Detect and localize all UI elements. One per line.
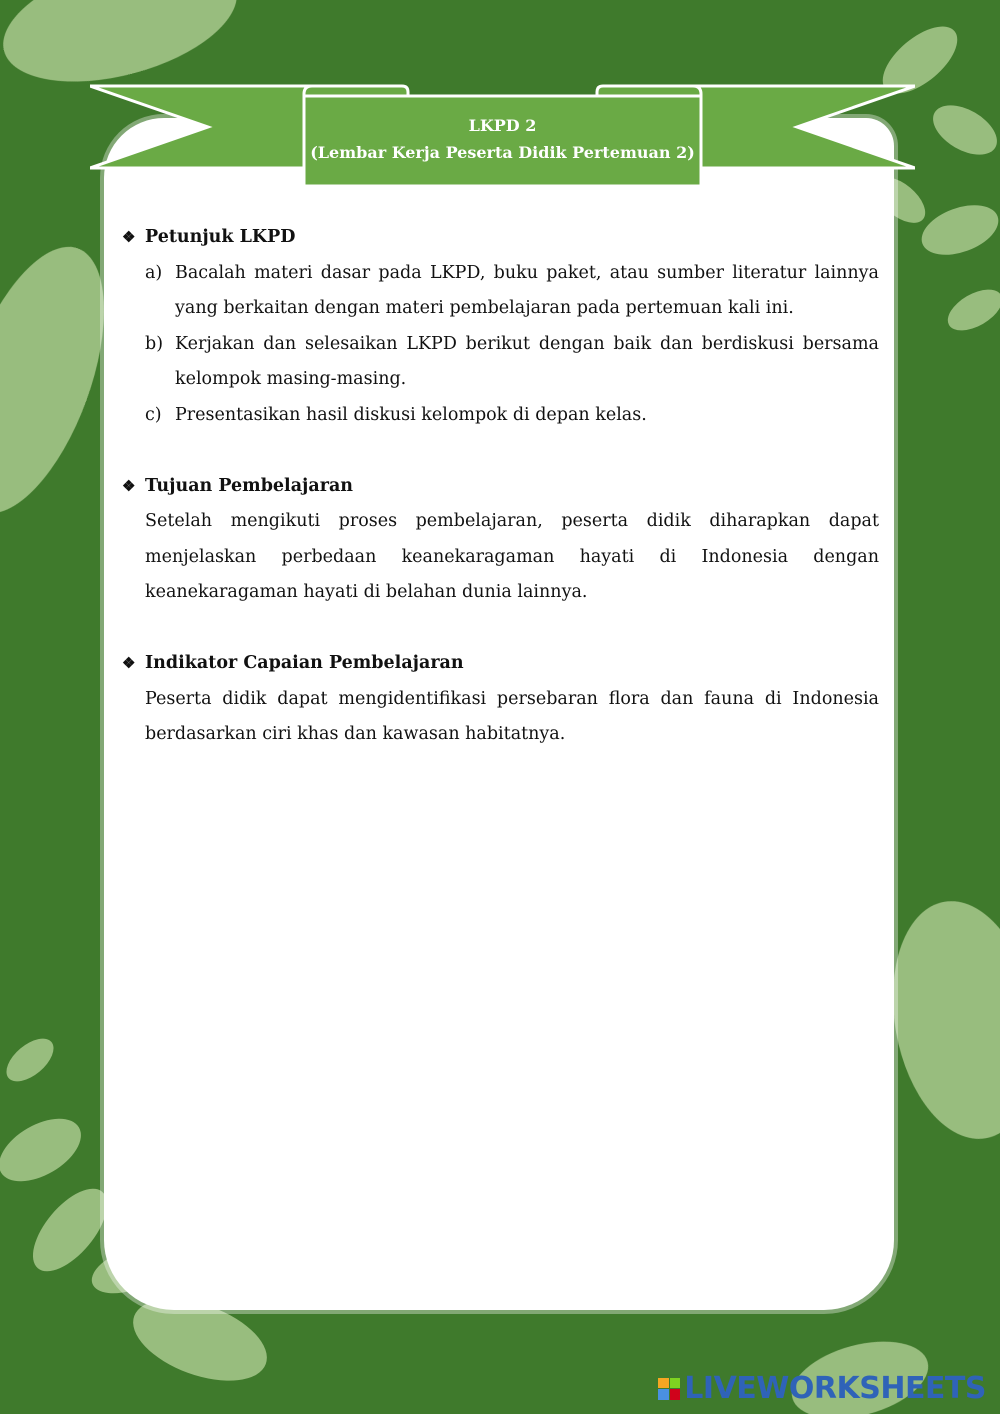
watermark-text: LIVEWORKSHEETS — [684, 1371, 986, 1406]
diamond-bullet-icon: ❖ — [122, 476, 136, 495]
tujuan-paragraph: Setelah mengikuti proses pembelajaran, peserta didik diharapkan dapat menjelaskan perbedaan keanekaragaman hayati di Indonesia dengan keanekaragaman hayati di belahan dunia lainnya. — [145, 511, 879, 602]
heading-text: Tujuan Pembelajaran — [145, 475, 354, 496]
diamond-bullet-icon: ❖ — [122, 654, 136, 672]
heading-text: Indikator Capaian Pembelajaran — [145, 653, 464, 673]
indikator-paragraph: Peserta didik dapat mengidentifikasi persebaran flora dan fauna di Indonesia berdasarkan ciri khas dan kawasan habitatnya. — [145, 688, 879, 744]
leaf-decoration — [915, 196, 1000, 265]
list-item-text: Kerjakan dan selesaikan LKPD berikut dengan baik dan berdiskusi bersama kelompok masing-masing. — [175, 333, 879, 389]
list-marker: c) — [145, 404, 162, 425]
heading-text: Petunjuk LKPD — [145, 227, 296, 247]
liveworksheets-watermark[interactable] — [658, 1371, 986, 1406]
leaf-decoration — [941, 281, 1000, 339]
leaf-decoration — [0, 1106, 91, 1194]
instruction-list — [145, 256, 879, 434]
diamond-bullet-icon: ❖ — [122, 228, 136, 246]
list-item — [145, 398, 879, 434]
list-item — [145, 327, 879, 398]
list-item — [145, 256, 879, 327]
worksheet-content — [122, 220, 879, 753]
leaf-decoration — [0, 1031, 61, 1090]
leaf-decoration — [925, 95, 1000, 165]
banner-title — [305, 112, 700, 166]
section-heading-tujuan — [122, 469, 879, 505]
section-heading-petunjuk — [122, 220, 879, 256]
list-item-text: Presentasikan hasil diskusi kelompok di depan kelas. — [175, 404, 647, 425]
liveworksheets-logo-icon — [658, 1378, 680, 1400]
title-line-1: LKPD 2 — [468, 116, 537, 135]
list-item-text: Bacalah materi dasar pada LKPD, buku paket, atau sumber literatur lainnya yang berkaitan dengan materi pembelajaran pada pertemuan kali ini. — [175, 262, 879, 318]
title-line-2: (Lembar Kerja Peserta Didik Pertemuan 2) — [310, 143, 695, 162]
list-marker: b) — [145, 333, 164, 354]
section-heading-indikator — [122, 646, 879, 682]
list-marker: a) — [145, 262, 163, 283]
